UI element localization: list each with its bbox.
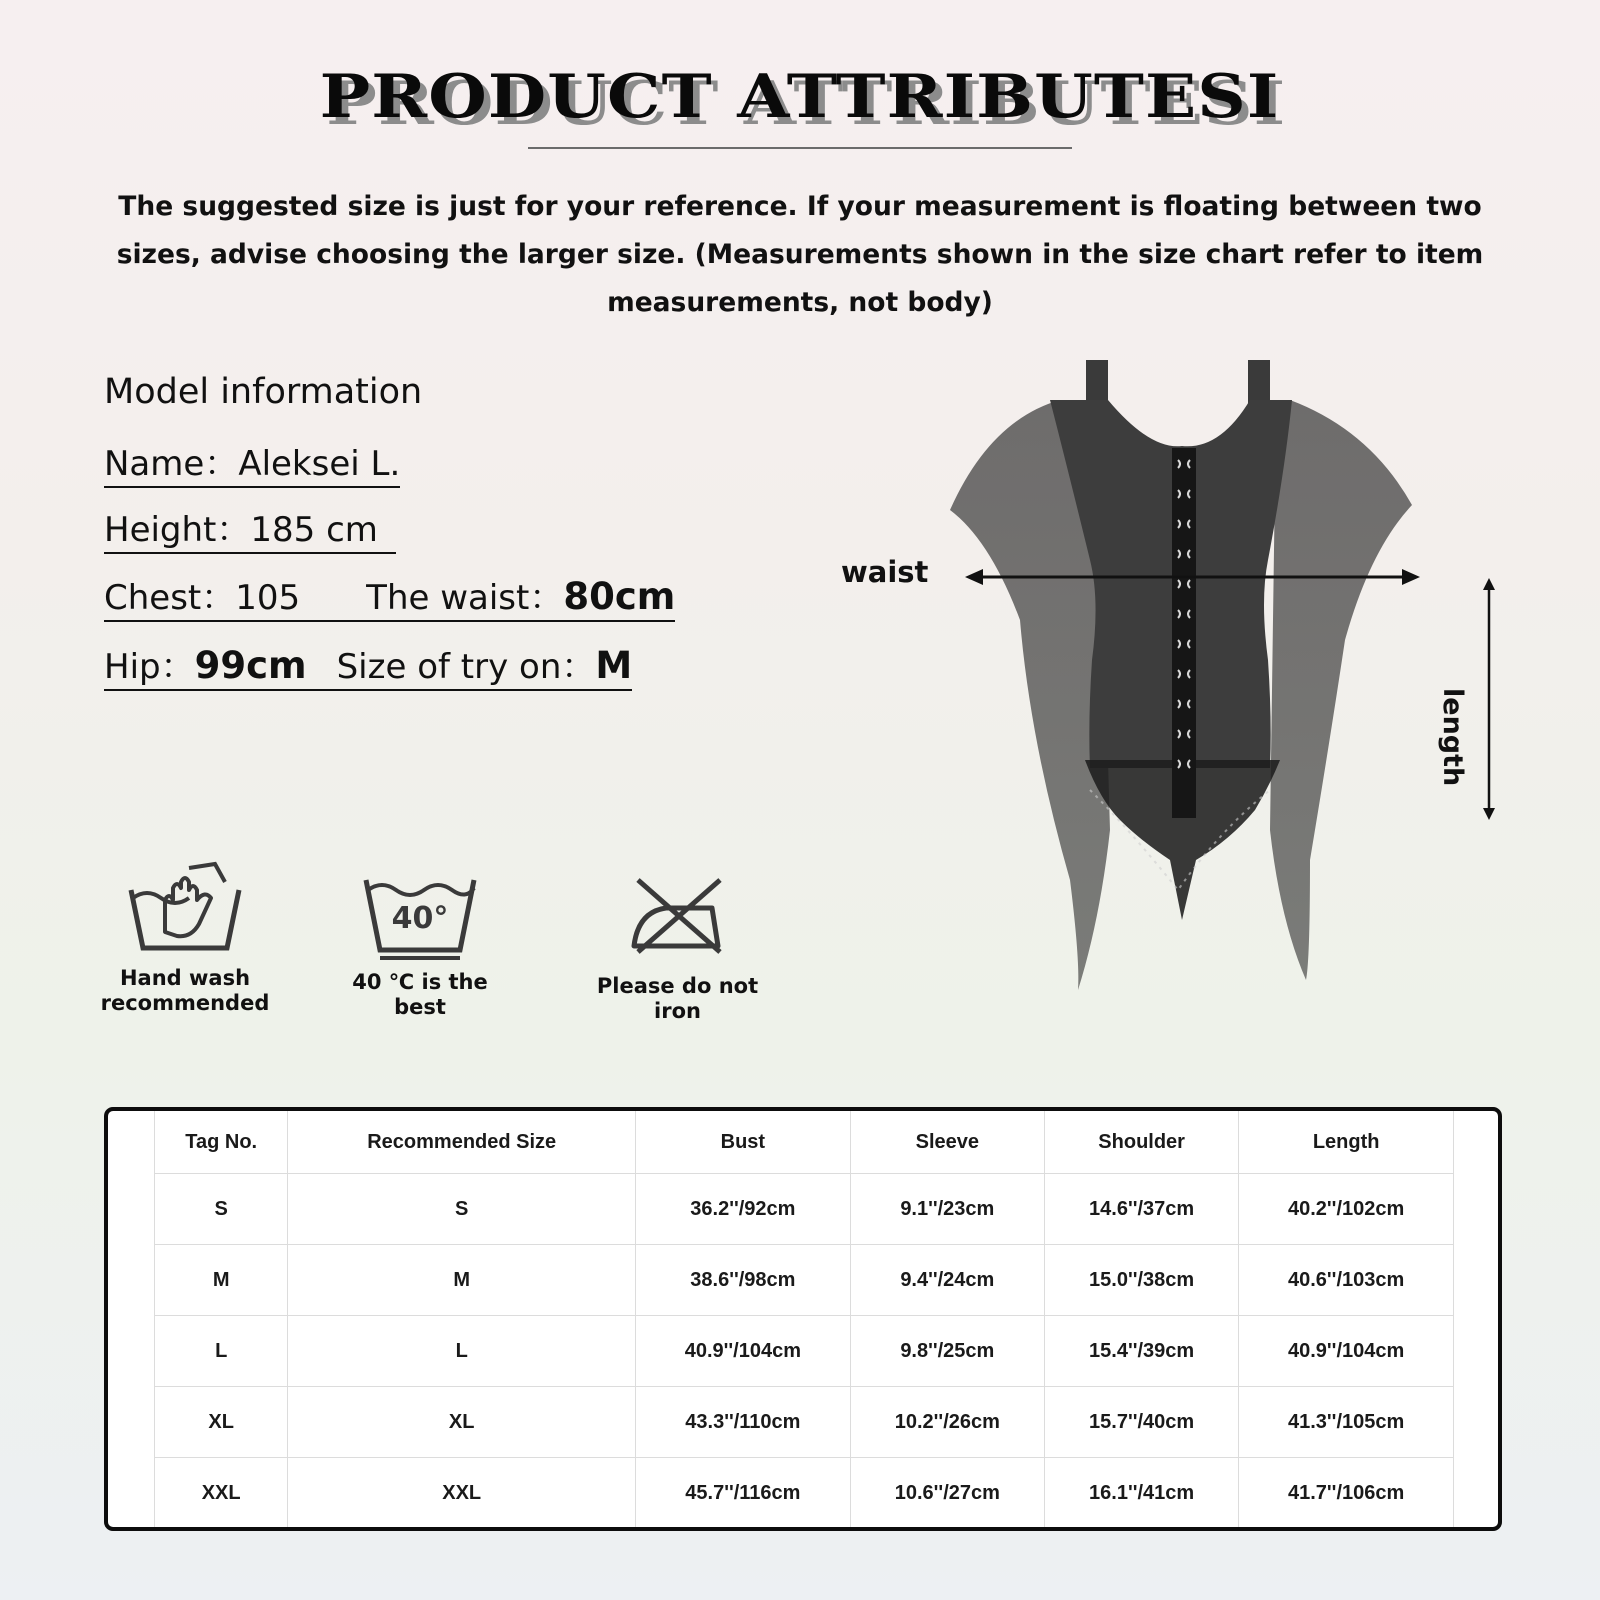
cell-recommended: M bbox=[288, 1245, 636, 1316]
temp-label: 40 ℃ is the best bbox=[352, 970, 488, 1019]
cell-bust: 38.6''/98cm bbox=[636, 1245, 851, 1316]
hand-wash-line2: recommended bbox=[100, 991, 270, 1015]
care-hand-wash bbox=[100, 860, 270, 1016]
cell-shoulder: 16.1''/41cm bbox=[1044, 1458, 1238, 1529]
cell-length: 40.2''/102cm bbox=[1239, 1174, 1454, 1245]
header-sleeve: Sleeve bbox=[850, 1111, 1044, 1174]
cell-shoulder: 15.7''/40cm bbox=[1044, 1387, 1238, 1458]
model-height-line bbox=[104, 508, 396, 554]
size-chart bbox=[104, 1107, 1502, 1531]
wash-40-icon bbox=[360, 872, 480, 960]
header-tag-no: Tag No. bbox=[155, 1111, 288, 1174]
cell-sleeve: 10.2''/26cm bbox=[850, 1387, 1044, 1458]
model-hip-size-line bbox=[104, 644, 632, 691]
cell-length: 40.9''/104cm bbox=[1239, 1316, 1454, 1387]
size-label: Size of try on： bbox=[336, 647, 596, 687]
cell-bust: 36.2''/92cm bbox=[636, 1174, 851, 1245]
wash-temp-text: 40° bbox=[391, 901, 449, 936]
length-measure-label: length bbox=[1437, 688, 1468, 787]
cell-sleeve: 9.4''/24cm bbox=[850, 1245, 1044, 1316]
header-shoulder: Shoulder bbox=[1044, 1111, 1238, 1174]
chest-label: Chest： bbox=[104, 578, 236, 618]
cell-recommended: XXL bbox=[288, 1458, 636, 1529]
cell-recommended: XL bbox=[288, 1387, 636, 1458]
cell-recommended: S bbox=[288, 1174, 636, 1245]
chest-value: 105 bbox=[235, 578, 301, 618]
title-wrap bbox=[0, 62, 1600, 132]
cell-shoulder: 15.0''/38cm bbox=[1044, 1245, 1238, 1316]
cell-length: 40.6''/103cm bbox=[1239, 1245, 1454, 1316]
cell-bust: 45.7''/116cm bbox=[636, 1458, 851, 1529]
size-advice-text: The suggested size is just for your reference. If your measurement is floating between two sizes, advise choosing the larger size. (Measurements shown in the size chart refer to item measurements, not body) bbox=[116, 191, 1484, 318]
size-table bbox=[154, 1111, 1454, 1529]
model-info-heading: Model information bbox=[104, 372, 423, 412]
cell-tag: L bbox=[155, 1316, 288, 1387]
cell-tag: XL bbox=[155, 1387, 288, 1458]
name-value: Aleksei L. bbox=[238, 444, 401, 484]
cell-shoulder: 14.6''/37cm bbox=[1044, 1174, 1238, 1245]
cell-bust: 40.9''/104cm bbox=[636, 1316, 851, 1387]
no-iron-label: Please do not iron bbox=[596, 974, 759, 1023]
cell-bust: 43.3''/110cm bbox=[636, 1387, 851, 1458]
title-underline bbox=[528, 147, 1072, 149]
cell-tag: XXL bbox=[155, 1458, 288, 1529]
length-arrow bbox=[1479, 578, 1499, 820]
cell-length: 41.3''/105cm bbox=[1239, 1387, 1454, 1458]
header-bust: Bust bbox=[636, 1111, 851, 1174]
table-row bbox=[155, 1316, 1454, 1387]
care-40-degrees bbox=[325, 872, 515, 1020]
cell-sleeve: 9.8''/25cm bbox=[850, 1316, 1044, 1387]
header-recommended-size: Recommended Size bbox=[288, 1111, 636, 1174]
no-iron-icon bbox=[628, 876, 728, 956]
table-header-row bbox=[155, 1111, 1454, 1174]
name-label: Name： bbox=[104, 444, 239, 484]
size-value: M bbox=[595, 644, 633, 687]
waist-label: The waist： bbox=[366, 578, 564, 618]
table-row bbox=[155, 1458, 1454, 1529]
table-row bbox=[155, 1174, 1454, 1245]
care-no-iron bbox=[570, 876, 785, 1024]
hand-wash-icon bbox=[125, 860, 245, 960]
cell-shoulder: 15.4''/39cm bbox=[1044, 1316, 1238, 1387]
cell-tag: M bbox=[155, 1245, 288, 1316]
garment-illustration bbox=[950, 360, 1430, 1000]
cell-sleeve: 10.6''/27cm bbox=[850, 1458, 1044, 1529]
height-label: Height： bbox=[104, 510, 251, 550]
hip-label: Hip： bbox=[104, 647, 195, 687]
cell-tag: S bbox=[155, 1174, 288, 1245]
waist-value: 80cm bbox=[563, 575, 676, 618]
waist-measure-label: waist bbox=[841, 555, 929, 589]
height-value: 185 cm bbox=[250, 510, 378, 550]
cell-length: 41.7''/106cm bbox=[1239, 1458, 1454, 1529]
page-title: PRODUCT ATTRIBUTESI bbox=[320, 62, 1280, 132]
waist-arrow bbox=[965, 565, 1420, 589]
table-row bbox=[155, 1245, 1454, 1316]
model-name-line bbox=[104, 442, 400, 488]
cell-recommended: L bbox=[288, 1316, 636, 1387]
cell-sleeve: 9.1''/23cm bbox=[850, 1174, 1044, 1245]
hip-value: 99cm bbox=[194, 644, 307, 687]
table-row bbox=[155, 1387, 1454, 1458]
header-length: Length bbox=[1239, 1111, 1454, 1174]
hand-wash-line1: Hand wash bbox=[119, 966, 251, 990]
model-chest-waist-line bbox=[104, 575, 675, 622]
